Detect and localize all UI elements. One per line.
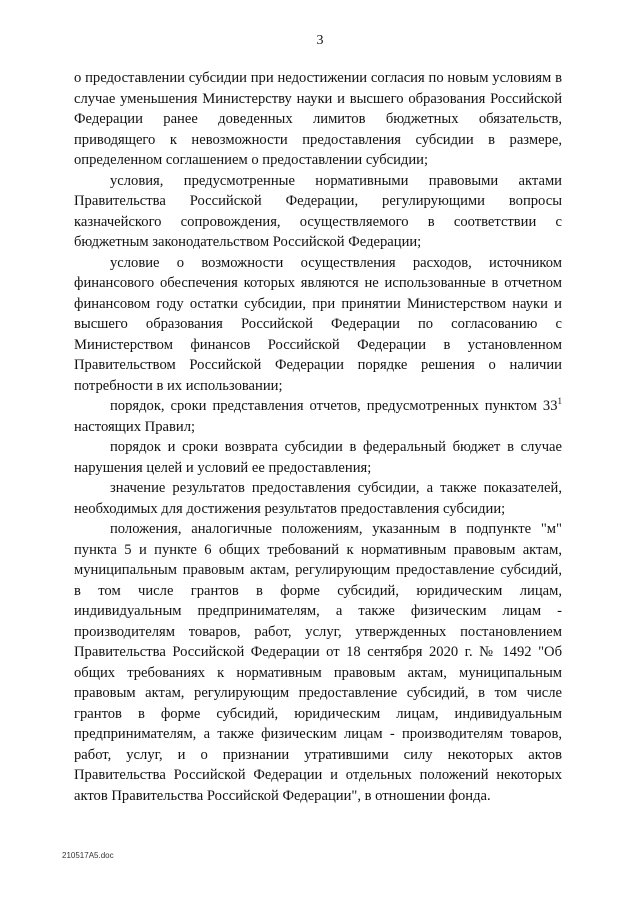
- paragraph-reporting-text: порядок, сроки представления отчетов, предусмотренных пунктом 33: [110, 398, 558, 414]
- superscript-index: 1: [557, 396, 562, 407]
- footer-file-code: 210517А5.doc: [62, 851, 114, 860]
- paragraph-subsidy-refusal: о предоставлении субсидии при недостижении согласия по новым условиям в случае уменьшения Министерству науки и высшего образования Российской Федерации ранее доведенных лимитов бюджетных обязательств, приводящего к невозможности предоставления субсидии в размере, определенном соглашением о предоставлении субсидии;: [74, 70, 562, 168]
- paragraph-reporting-tail: настоящих Правил;: [74, 418, 196, 435]
- paragraph-unused-balance-condition: условие о возможности осуществления расходов, источником финансового обеспечения которых являются не использованные в отчетном финансовом году остатки субсидии, при принятии Министерством науки и высшего образования Российской Федерации по согласованию с Министерством финансов Российской Федерации в установленном Правительством Российской Федерации порядке решения о наличии потребности в их использовании;: [74, 254, 562, 394]
- page-number: 3: [316, 33, 324, 48]
- document-body: [74, 68, 562, 806]
- paragraph-treasury-conditions: условия, предусмотренные нормативными правовыми актами Правительства Российской Федерации, регулирующими вопросы казначейского сопровождения, осуществляемого в соответствии с бюджетным законодательством Российской Федерации;: [74, 172, 562, 250]
- paragraph-general-requirements: положения, аналогичные положениям, указанным в подпункте "м" пункта 5 и пункте 6 общих требований к нормативным правовым актам, муниципальным правовым актам, регулирующим предоставление субсидий, в том числе грантов в форме субсидий, юридическим лицам, индивидуальным предпринимателям, а также физическим лицам - производителям товаров, работ, услуг, утвержденных постановлением Правительства Российской Федерации от 18 сентября 2020 г. № 1492 "Об общих требованиях к нормативным правовым актам, муниципальным правовым актам, регулирующим предоставление субсидий, в том числе грантов в форме субсидий, юридическим лицам, индивидуальным предпринимателям, а также физическим лицам - производителям товаров, работ, услуг, и о признании утратившими силу некоторых актов Правительства Российской Федерации и отдельных положений некоторых актов Правительства Российской Федерации", в отношении фонда.: [74, 521, 562, 804]
- paragraph-results-values: значение результатов предоставления субсидии, а также показателей, необходимых для достижения результатов предоставления субсидии;: [74, 480, 562, 517]
- paragraph-refund-procedure: порядок и сроки возврата субсидии в федеральный бюджет в случае нарушения целей и условий ее предоставления;: [74, 439, 562, 476]
- paragraph-reporting-procedure: [74, 396, 562, 437]
